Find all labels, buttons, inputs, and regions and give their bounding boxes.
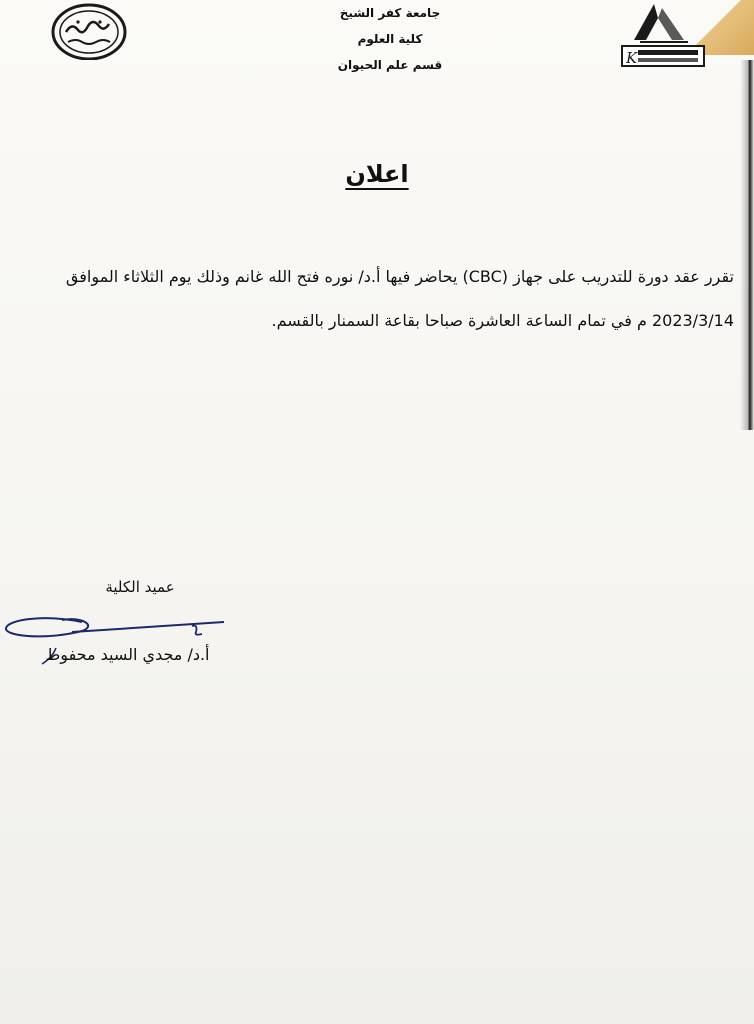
paper-edge-shadow (740, 60, 754, 430)
dean-name: أ.د/ مجدي السيد محفوظ (45, 645, 210, 664)
announcement-line-1: تقرر عقد دورة للتدريب على جهاز (CBC) يحاضر فيها أ.د/ نوره فتح الله غانم وذلك يوم الثلاثاء الموافق (65, 267, 734, 286)
dean-title: عميد الكلية (105, 578, 175, 596)
svg-text:K: K (626, 49, 638, 67)
announcement-title-text: اعلان (345, 160, 409, 188)
header-block (290, 0, 490, 78)
announcement-line-2: 2023/3/14 م في تمام الساعة العاشرة صباحا بقاعة السمنار بالقسم. (271, 311, 734, 330)
university-logo-icon (614, 0, 710, 70)
department-name: قسم علم الحيوان (337, 58, 443, 72)
faculty-name: كلية العلوم (357, 32, 423, 46)
faculty-seal-icon (48, 2, 130, 60)
university-name: جامعة كفر الشيخ (339, 6, 441, 20)
announcement-title (0, 160, 754, 188)
announcement-body (0, 255, 734, 343)
